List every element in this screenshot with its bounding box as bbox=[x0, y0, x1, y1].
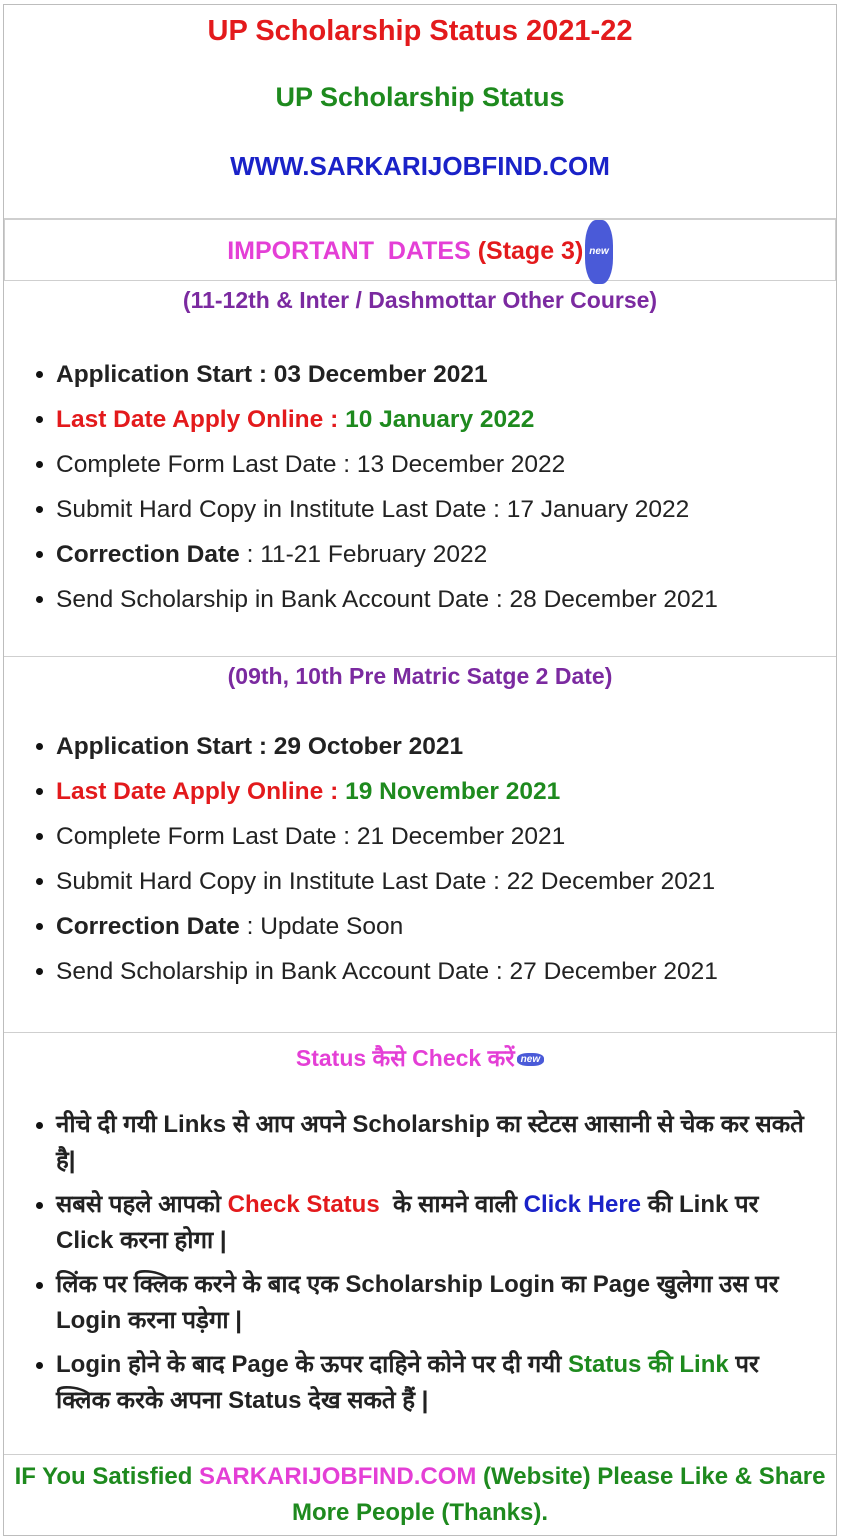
section-stage3 bbox=[4, 281, 836, 657]
stage3-dates-list bbox=[4, 352, 836, 622]
website-link[interactable]: WWW.SARKARIJOBFIND.COM bbox=[230, 151, 610, 181]
list-item: सबसे पहले आपको Check Status के सामने वाली Click Here की Link पर Click करना होगा | bbox=[56, 1187, 836, 1259]
list-item: लिंक पर क्लिक करने के बाद एक Scholarship Login का Page खुलेगा उस पर Login करना पड़ेगा | bbox=[56, 1267, 836, 1339]
important-dates-header bbox=[4, 219, 836, 281]
list-item: Submit Hard Copy in Institute Last Date : 22 December 2021 bbox=[56, 859, 836, 904]
list-item: Correction Date : Update Soon bbox=[56, 904, 836, 949]
page-frame bbox=[3, 4, 837, 1536]
section-stage2-heading: (09th, 10th Pre Matric Satge 2 Date) bbox=[227, 663, 613, 689]
section-stage2 bbox=[4, 657, 836, 1033]
how-to-list bbox=[4, 1107, 836, 1419]
footer-section: IF You Satisfied SARKARIJOBFIND.COM (Website) Please Like & Share More People (Thanks). bbox=[14, 1463, 826, 1526]
list-item: Last Date Apply Online : 19 November 2021 bbox=[56, 769, 836, 814]
list-item: Correction Date : 11-21 February 2022 bbox=[56, 532, 836, 577]
list-item: Send Scholarship in Bank Account Date : 28 December 2021 bbox=[56, 577, 836, 622]
section-stage3-heading: (11-12th & Inter / Dashmottar Other Course) bbox=[182, 287, 658, 313]
important-dates-label: IMPORTANT DATES bbox=[227, 237, 471, 265]
check-status-text: Check Status bbox=[227, 1191, 380, 1218]
list-item: Login होने के बाद Page के ऊपर दाहिने कोने पर दी गयी Status की Link पर क्लिक करके अपना Status देख सकते हैं | bbox=[56, 1347, 836, 1419]
list-item: नीचे दी गयी Links से आप अपने Scholarship का स्टेटस आसानी से चेक कर सकते है| bbox=[56, 1107, 836, 1179]
status-link-text[interactable]: Status की Link bbox=[568, 1351, 729, 1378]
list-item: Application Start : 03 December 2021 bbox=[56, 352, 836, 397]
page-subtitle: UP Scholarship Status bbox=[275, 82, 565, 112]
new-icon: new bbox=[517, 1053, 544, 1066]
new-icon: new bbox=[585, 220, 612, 284]
list-item: Complete Form Last Date : 13 December 2022 bbox=[56, 442, 836, 487]
how-to-heading-row bbox=[4, 1033, 836, 1073]
page-title: UP Scholarship Status 2021-22 bbox=[207, 15, 633, 47]
how-to-heading: Status कैसे Check करें bbox=[295, 1045, 515, 1071]
header-section bbox=[4, 5, 836, 219]
stage2-dates-list bbox=[4, 724, 836, 994]
list-item: Application Start : 29 October 2021 bbox=[56, 724, 836, 769]
section-how-to-check bbox=[4, 1033, 836, 1455]
list-item: Last Date Apply Online : 10 January 2022 bbox=[56, 397, 836, 442]
list-item: Send Scholarship in Bank Account Date : 27 December 2021 bbox=[56, 949, 836, 994]
click-here-link[interactable]: Click Here bbox=[523, 1191, 642, 1218]
list-item: Complete Form Last Date : 21 December 2021 bbox=[56, 814, 836, 859]
footer-site-link[interactable]: SARKARIJOBFIND.COM bbox=[199, 1463, 477, 1490]
important-dates-stage: (Stage 3) bbox=[477, 237, 584, 265]
list-item: Submit Hard Copy in Institute Last Date : 17 January 2022 bbox=[56, 487, 836, 532]
